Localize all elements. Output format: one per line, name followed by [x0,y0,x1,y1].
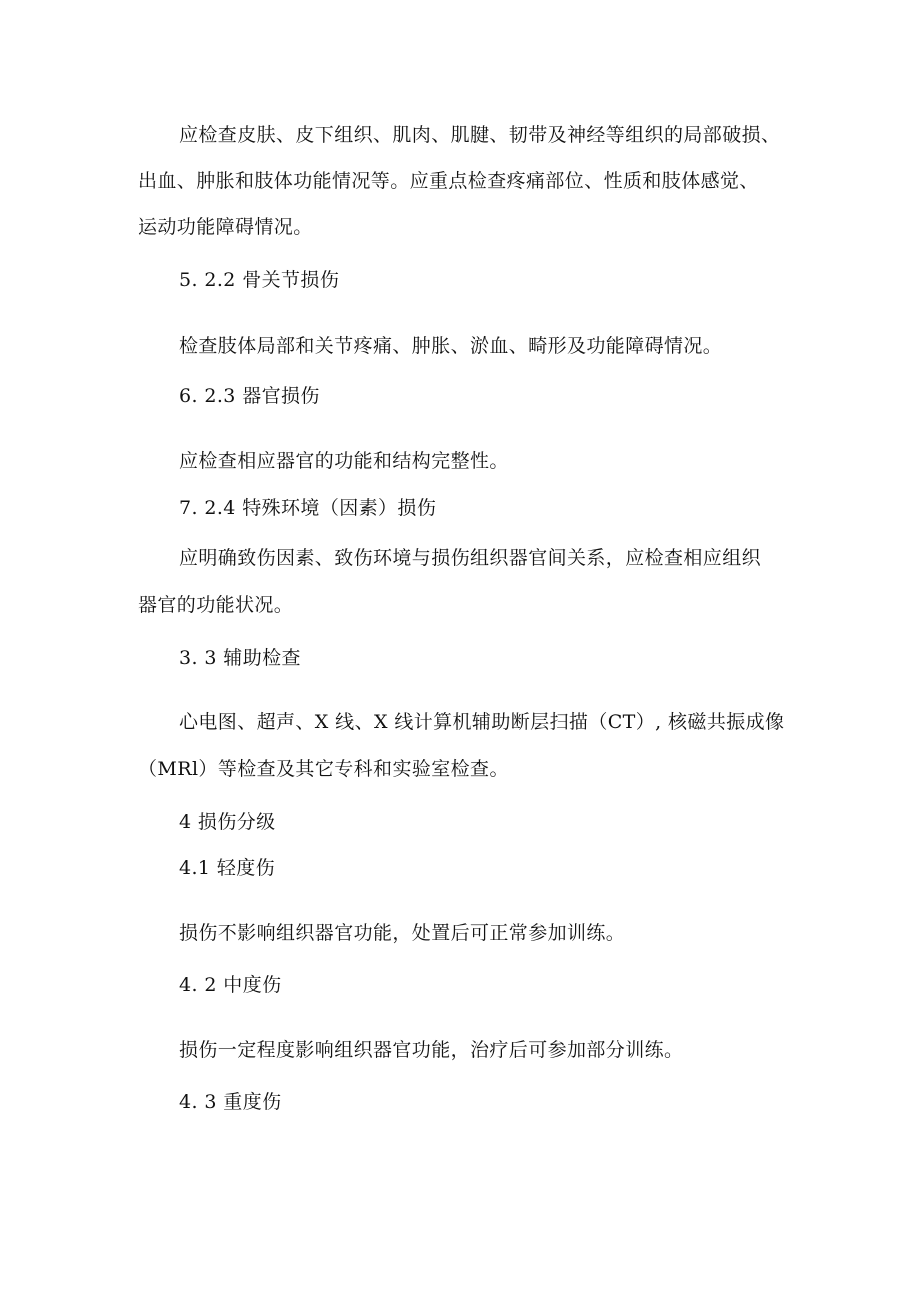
section-heading: 3. 3 辅助检查 [179,647,301,669]
section-heading: 4. 3 重度伤 [179,1091,282,1113]
section-heading: 6. 2.3 器官损伤 [179,385,320,407]
paragraph-line: 损伤不影响组织器官功能，处置后可正常参加训练。 [179,922,626,944]
section-heading: 4.1 轻度伤 [179,857,276,879]
paragraph-line: 心电图、超声、X 线、X 线计算机辅助断层扫描（CT）, 核磁共振成像 [179,711,785,733]
paragraph-line: 出血、肿胀和肢体功能情况等。应重点检查疼痛部位、性质和肢体感觉、 [138,170,759,192]
section-heading: 5. 2.2 骨关节损伤 [179,269,340,291]
paragraph-line: 应检查皮肤、皮下组织、肌肉、肌腱、韧带及神经等组织的局部破损、 [179,124,781,146]
paragraph-line: 器官的功能状况。 [138,594,294,616]
paragraph-line: 检查肢体局部和关节疼痛、肿胀、淤血、畸形及功能障碍情况。 [179,335,723,357]
section-heading: 7. 2.4 特殊环境（因素）损伤 [179,497,437,519]
paragraph-line: 应明确致伤因素、致伤环境与损伤组织器官间关系，应检查相应组织 [179,547,762,569]
section-heading: 4 损伤分级 [179,811,276,833]
paragraph-line: 应检查相应器官的功能和结构完整性。 [179,450,509,472]
paragraph-line: 损伤一定程度影响组织器官功能，治疗后可参加部分训练。 [179,1039,684,1061]
section-heading: 4. 2 中度伤 [179,974,282,996]
paragraph-line: 运动功能障碍情况。 [138,216,313,238]
paragraph-line: （MRl）等检查及其它专科和实验室检查。 [138,758,509,780]
